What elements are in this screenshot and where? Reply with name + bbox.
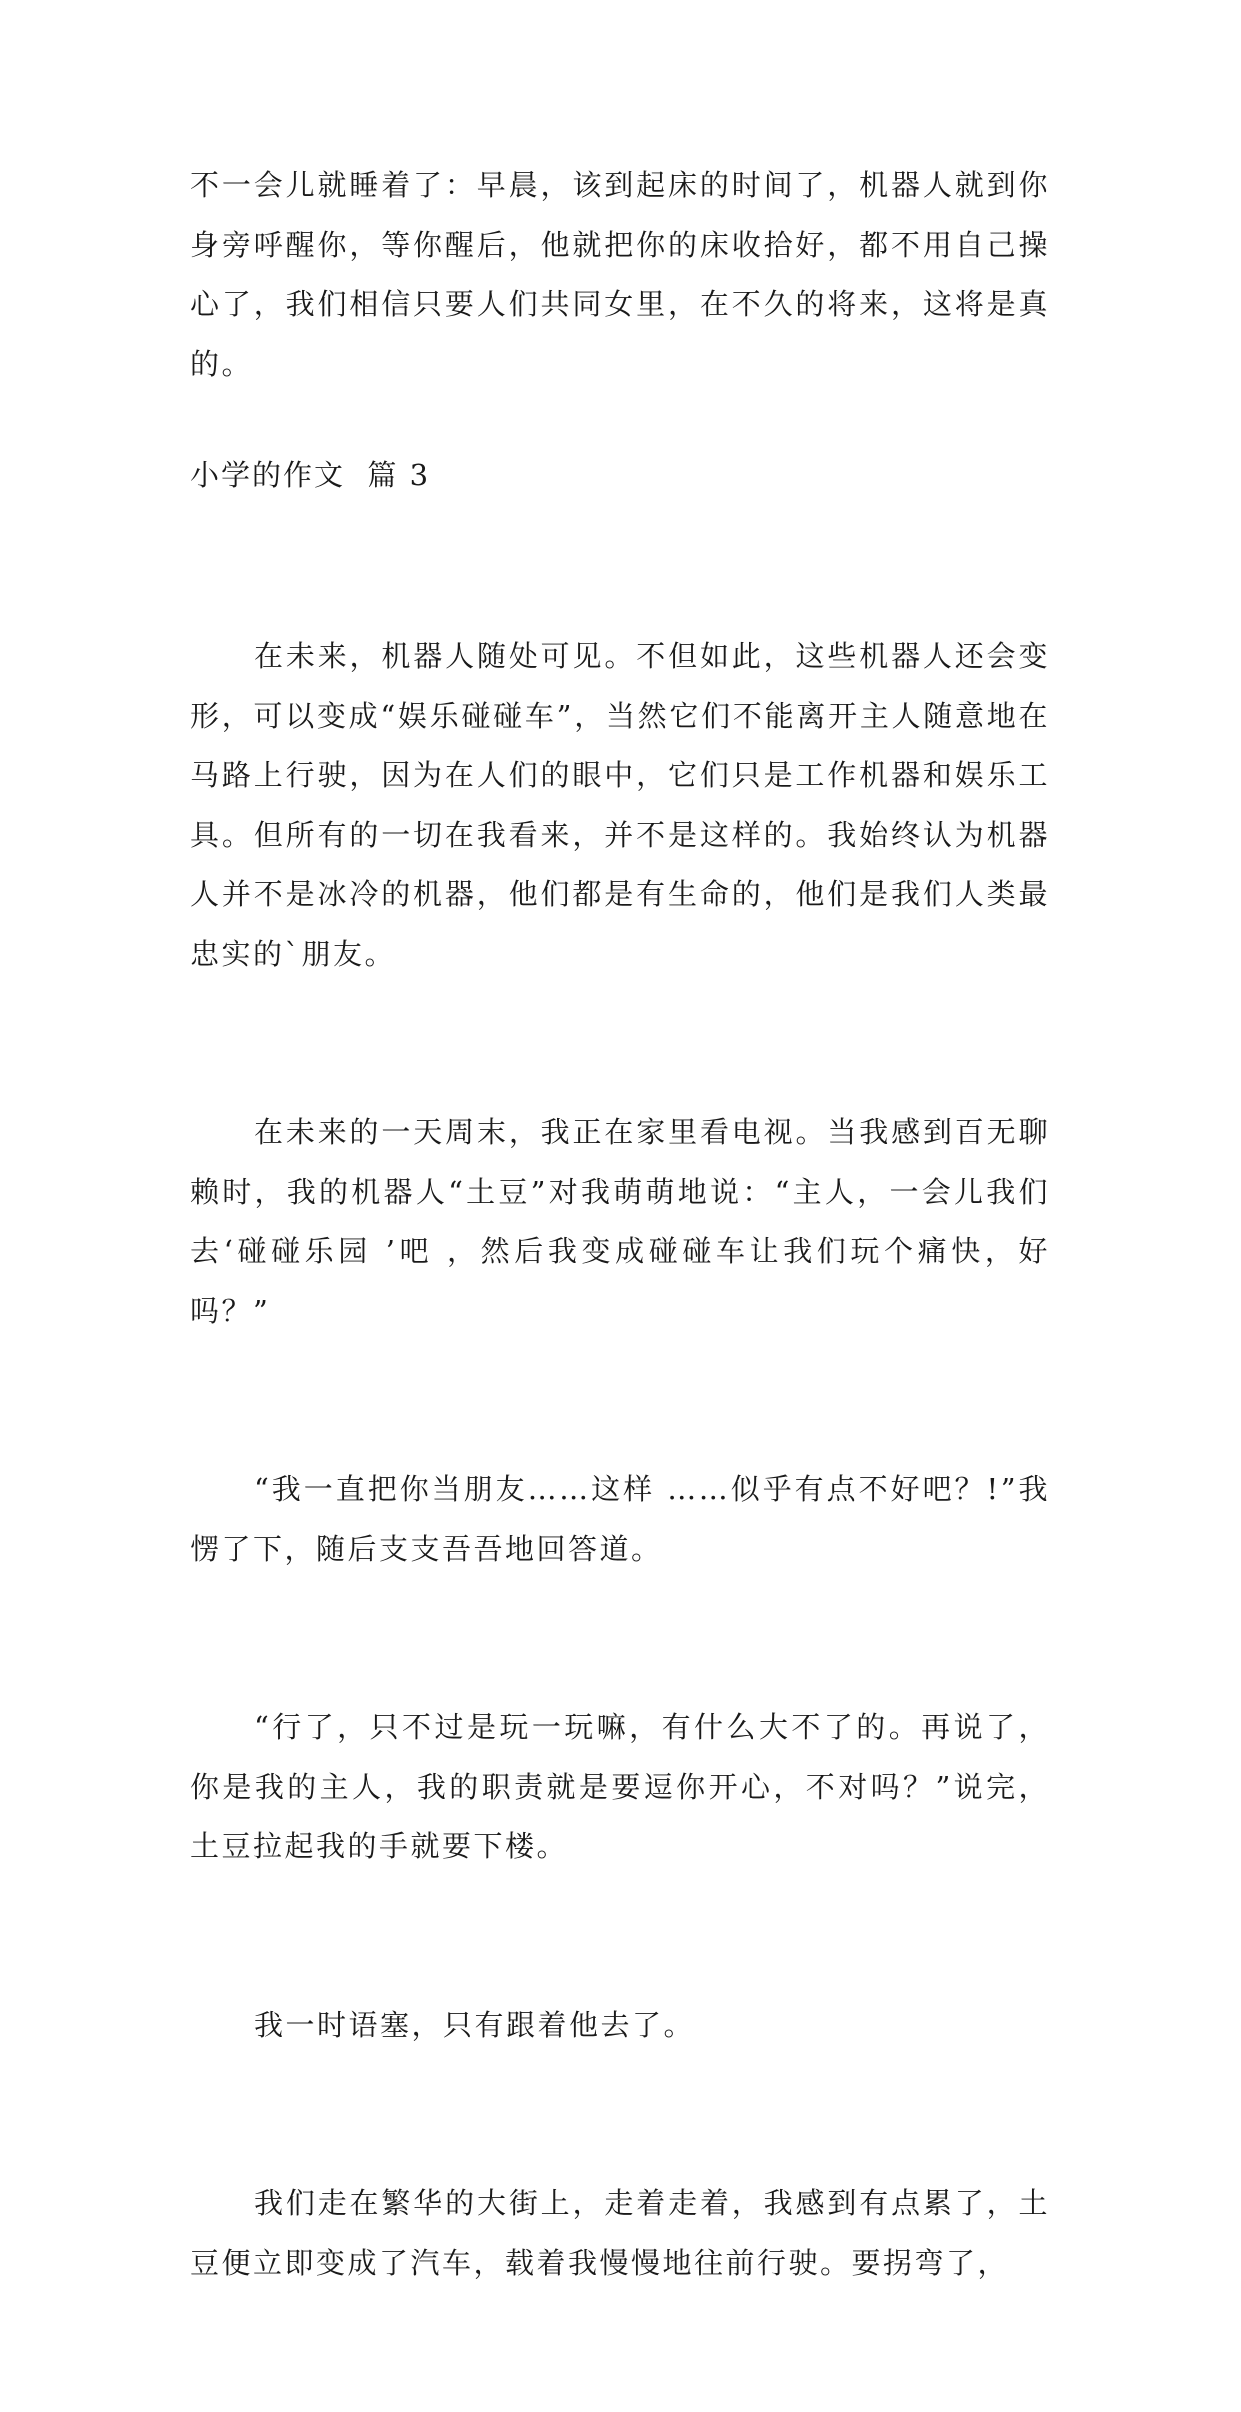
continued-paragraph: 不一会儿就睡着了：早晨，该到起床的时间了，机器人就到你身旁呼醒你，等你醒后，他就把你的床收拾好，都不用自己操心了，我们相信只要人们共同女里，在不久的将来，这将是真的。	[190, 168, 1050, 381]
paragraph-2: 在未来的一天周末，我正在家里看电视。当我感到百无聊赖时，我的机器人“土豆”对我萌萌地说：“主人，一会儿我们去‘碰碰乐园 ’吧 ，然后我变成碰碰车让我们玩个痛快，好吗？”	[190, 1115, 1050, 1328]
paragraph-3: “我一直把你当朋友……这样 ……似乎有点不好吧？!”我愣了下，随后支支吾吾地回答道。	[190, 1472, 1050, 1566]
section-heading: 小学的作文 篇 3	[190, 458, 431, 492]
paragraph-4: “行了，只不过是玩一玩嘛，有什么大不了的。再说了，你是我的主人，我的职责就是要逗你开心，不对吗？”说完，土豆拉起我的手就要下楼。	[190, 1710, 1050, 1863]
paragraph-1: 在未来，机器人随处可见。不但如此，这些机器人还会变形，可以变成“娱乐碰碰车”，当然它们不能离开主人随意地在马路上行驶，因为在人们的眼中，它们只是工作机器和娱乐工具。但所有的一切在我看来，并不是这样的。我始终认为机器人并不是冰冷的机器，他们都是有生命的，他们是我们人类最忠实的`朋友。	[190, 639, 1050, 971]
paragraph-6: 我们走在繁华的大街上，走着走着，我感到有点累了，土豆便立即变成了汽车，载着我慢慢地往前行驶。要拐弯了，	[190, 2186, 1050, 2280]
essay-body	[190, 508, 1050, 2412]
paragraph-5: 我一时语塞，只有跟着他去了。	[254, 2007, 696, 2042]
